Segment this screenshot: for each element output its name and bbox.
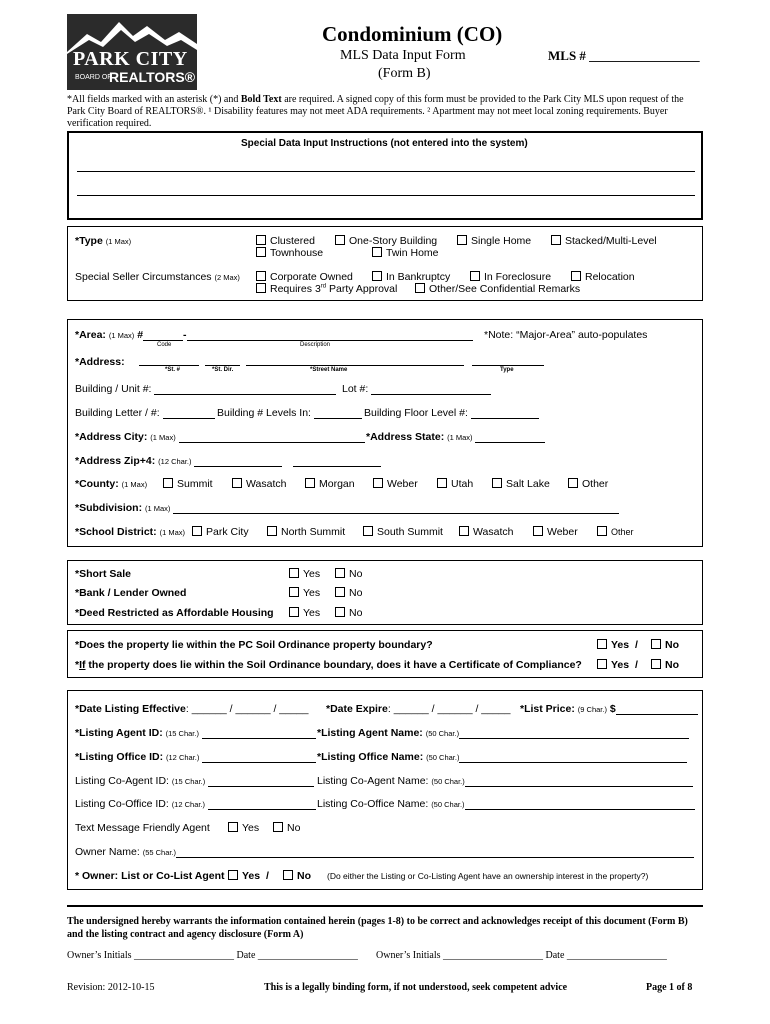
option-label: Single Home bbox=[471, 235, 532, 247]
checkbox[interactable] bbox=[363, 526, 373, 536]
notice-text-4: verification required. bbox=[67, 118, 152, 129]
floor-level-label: Building Floor Level #: bbox=[364, 407, 468, 419]
owner-initials-2[interactable]: Owner’s Initials ____________________ Date ____________________ bbox=[376, 950, 667, 961]
building-unit-field[interactable] bbox=[75, 383, 336, 395]
slash: / bbox=[634, 659, 638, 671]
st-dir-sublabel: *St. Dir. bbox=[212, 367, 234, 373]
input-line[interactable] bbox=[314, 408, 362, 419]
notice-bold: Bold Text bbox=[240, 94, 282, 105]
input-line[interactable] bbox=[371, 384, 491, 395]
checkbox[interactable] bbox=[256, 283, 266, 293]
option-label: Yes bbox=[611, 639, 630, 651]
footer-divider bbox=[67, 905, 703, 907]
agent-name-max: (50 Char.) bbox=[425, 729, 460, 738]
warranty-line-2: and the listing contract and agency disclosure (Form A) bbox=[67, 929, 304, 940]
soil-q1-no[interactable] bbox=[651, 639, 679, 651]
area-code-line[interactable] bbox=[143, 330, 183, 341]
option-label: Wasatch bbox=[473, 526, 514, 538]
agent-id-max: (15 Char.) bbox=[165, 729, 199, 738]
subdivision-label: *Subdivision: bbox=[75, 502, 143, 514]
checkbox[interactable] bbox=[289, 587, 299, 597]
ssc-option-corporate[interactable] bbox=[256, 271, 353, 283]
checkbox[interactable] bbox=[551, 235, 561, 245]
area-hash: # bbox=[137, 329, 144, 341]
notice-text-2: are required. A signed copy of this form must be provided to the Park City MLS upon request of the bbox=[284, 94, 684, 105]
lot-label: Lot #: bbox=[342, 383, 369, 395]
date-expire-label: *Date Expire bbox=[326, 703, 388, 715]
superscript: rd bbox=[320, 283, 327, 290]
option-label: No bbox=[349, 568, 363, 580]
date-expire-field[interactable] bbox=[326, 703, 511, 715]
input-line[interactable] bbox=[173, 503, 619, 514]
option-label: No bbox=[665, 659, 679, 671]
page-title: Condominium (CO) bbox=[322, 22, 503, 46]
checkbox[interactable] bbox=[273, 822, 283, 832]
bank-owned-label: *Bank / Lender Owned bbox=[75, 587, 187, 599]
checkbox[interactable] bbox=[373, 478, 383, 488]
checkbox[interactable] bbox=[335, 607, 345, 617]
checkbox[interactable] bbox=[267, 526, 277, 536]
checkbox[interactable] bbox=[305, 478, 315, 488]
input-line[interactable] bbox=[471, 408, 539, 419]
option-label: Weber bbox=[547, 526, 578, 538]
owner-question-note: (Do either the Listing or Co-Listing Agent have an ownership interest in the property?) bbox=[327, 871, 649, 881]
option-label: South Summit bbox=[377, 526, 443, 538]
checkbox[interactable] bbox=[470, 271, 480, 281]
cooffice-id-field[interactable] bbox=[75, 798, 316, 810]
text-friendly-yes[interactable] bbox=[228, 822, 259, 834]
text-friendly-label: Text Message Friendly Agent bbox=[75, 822, 210, 834]
question-text: the property does lie within the Soil Ordinance boundary, does it have a Certificate of Compliance? bbox=[85, 659, 582, 671]
option-label: Utah bbox=[451, 478, 474, 490]
type-label bbox=[75, 235, 131, 247]
list-price-max: (9 Char.) bbox=[577, 705, 607, 714]
option-label: Yes bbox=[611, 659, 630, 671]
option-label: No bbox=[665, 639, 679, 651]
checkbox[interactable] bbox=[289, 607, 299, 617]
checkbox[interactable] bbox=[597, 659, 607, 669]
logo-realtors-text: REALTORS® bbox=[109, 69, 196, 85]
mls-number-field[interactable]: MLS # _________________ bbox=[548, 48, 700, 63]
coagent-id-max: (15 Char.) bbox=[171, 777, 206, 786]
ssc-max: (2 Max) bbox=[214, 273, 240, 282]
area-field[interactable] bbox=[75, 329, 473, 341]
zip-line[interactable] bbox=[194, 456, 282, 467]
option-label: Yes bbox=[303, 568, 321, 580]
option-label: Townhouse bbox=[270, 247, 324, 259]
checkbox[interactable] bbox=[597, 526, 607, 536]
legal-notice: This is a legally binding form, if not understood, seek competent advice bbox=[264, 982, 568, 993]
zip-label: *Address Zip+4: bbox=[75, 455, 156, 467]
ssc-label-text: Special Seller Circumstances bbox=[75, 271, 212, 283]
agent-name-field[interactable] bbox=[317, 727, 689, 739]
checkbox[interactable] bbox=[289, 568, 299, 578]
checkbox[interactable] bbox=[651, 639, 661, 649]
special-instructions-box[interactable] bbox=[67, 131, 703, 220]
subdivision-field[interactable] bbox=[75, 502, 619, 514]
coagent-name-field[interactable] bbox=[317, 775, 693, 787]
required-notice bbox=[67, 94, 707, 130]
county-label bbox=[75, 478, 147, 490]
logo-main-text: PARK CITY bbox=[73, 48, 188, 70]
floor-level-field[interactable] bbox=[364, 407, 539, 419]
office-name-label: *Listing Office Name: bbox=[317, 751, 424, 763]
type-option-clustered[interactable] bbox=[256, 235, 315, 247]
option-label: Other/See Confidential Remarks bbox=[429, 283, 581, 295]
city-max: (1 Max) bbox=[150, 433, 176, 442]
school-option-weber[interactable] bbox=[533, 526, 578, 538]
input-line[interactable] bbox=[459, 728, 689, 739]
cooffice-id-max: (12 Char.) bbox=[171, 800, 206, 809]
school-option-wasatch[interactable] bbox=[459, 526, 513, 538]
checkbox[interactable] bbox=[192, 526, 202, 536]
list-price-field[interactable] bbox=[520, 703, 698, 715]
option-label: Yes bbox=[242, 870, 261, 882]
bank-owned-yes[interactable] bbox=[289, 587, 320, 599]
checkbox[interactable] bbox=[256, 271, 266, 281]
short-sale-yes[interactable] bbox=[289, 568, 320, 580]
county-option-morgan[interactable] bbox=[305, 478, 355, 490]
input-line[interactable] bbox=[176, 847, 694, 858]
area-dash: - bbox=[183, 329, 187, 341]
option-label: Salt Lake bbox=[506, 478, 550, 490]
option-label: Yes bbox=[303, 587, 321, 599]
date-effective-field[interactable] bbox=[75, 703, 309, 715]
option-label: Party Approval bbox=[326, 283, 398, 295]
cooffice-id-label: Listing Co-Office ID: bbox=[75, 798, 169, 810]
logo-board-text: BOARD OF bbox=[75, 74, 112, 81]
state-label: *Address State: bbox=[366, 431, 445, 443]
street-type-line[interactable] bbox=[472, 365, 544, 366]
ssc-option-bankruptcy[interactable] bbox=[372, 271, 450, 283]
county-option-wasatch[interactable] bbox=[232, 478, 286, 490]
option-label: One-Story Building bbox=[349, 235, 438, 247]
school-max: (1 Max) bbox=[159, 528, 186, 537]
option-label: Wasatch bbox=[246, 478, 287, 490]
option-label: North Summit bbox=[281, 526, 346, 538]
area-note: *Note: “Major-Area” auto-populates bbox=[484, 329, 648, 341]
type-label-text: *Type bbox=[75, 235, 103, 247]
checkbox[interactable] bbox=[597, 639, 607, 649]
input-line[interactable] bbox=[475, 432, 545, 443]
checkbox[interactable] bbox=[437, 478, 447, 488]
warranty-line-1: The undersigned hereby warrants the information contained herein (pages 1-8) to be correct and acknowledges receipt of this document (Form B) bbox=[67, 916, 688, 927]
address-label: *Address: bbox=[75, 356, 125, 368]
office-name-field[interactable] bbox=[317, 751, 687, 763]
address-city-field[interactable] bbox=[75, 431, 365, 443]
option-label: Requires 3 bbox=[270, 283, 321, 295]
school-option-park-city[interactable] bbox=[192, 526, 249, 538]
building-unit-label: Building / Unit #: bbox=[75, 383, 152, 395]
deed-restricted-yes[interactable] bbox=[289, 607, 320, 619]
option-label: Park City bbox=[206, 526, 249, 538]
date-blanks: : ______ / ______ / _____ bbox=[387, 703, 511, 715]
checkbox[interactable] bbox=[492, 478, 502, 488]
street-dir-line[interactable] bbox=[205, 365, 240, 366]
coagent-id-field[interactable] bbox=[75, 775, 314, 787]
type-option-townhouse[interactable] bbox=[256, 247, 323, 259]
type-max: (1 Max) bbox=[105, 237, 132, 246]
description-sublabel: Description bbox=[300, 342, 331, 348]
input-line[interactable] bbox=[208, 776, 314, 787]
short-sale-no[interactable] bbox=[335, 568, 362, 580]
input-line[interactable] bbox=[208, 799, 316, 810]
checkbox[interactable] bbox=[163, 478, 173, 488]
dollar-sign: $ bbox=[609, 703, 616, 715]
option-label: Corporate Owned bbox=[270, 271, 353, 283]
ssc-option-third-party[interactable] bbox=[256, 283, 397, 295]
option-label: No bbox=[349, 587, 363, 599]
option-label: Yes bbox=[242, 822, 260, 834]
coagent-id-label: Listing Co-Agent ID: bbox=[75, 775, 169, 787]
city-label: *Address City: bbox=[75, 431, 148, 443]
option-label: Clustered bbox=[270, 235, 315, 247]
office-id-field[interactable] bbox=[75, 751, 316, 763]
area-max: (1 Max) bbox=[108, 331, 135, 340]
form-subtitle: MLS Data Input Form bbox=[340, 48, 466, 63]
address-state-field[interactable] bbox=[366, 431, 545, 443]
soil-question-2 bbox=[75, 659, 582, 671]
checkbox[interactable] bbox=[533, 526, 543, 536]
instructions-line-1[interactable] bbox=[77, 171, 695, 172]
area-label: *Area: bbox=[75, 329, 106, 341]
county-option-weber[interactable] bbox=[373, 478, 418, 490]
lot-field[interactable] bbox=[342, 383, 491, 395]
soil-q1-yes[interactable] bbox=[597, 639, 638, 651]
county-option-other[interactable] bbox=[568, 478, 608, 490]
checkbox[interactable] bbox=[228, 822, 238, 832]
zip4-line[interactable] bbox=[293, 456, 381, 467]
ssc-label bbox=[75, 271, 240, 283]
checkbox[interactable] bbox=[372, 247, 382, 257]
st-type-sublabel: Type bbox=[500, 367, 514, 373]
checkbox[interactable] bbox=[256, 247, 266, 257]
coagent-name-label: Listing Co-Agent Name: bbox=[317, 775, 429, 787]
owner-name-max: (55 Char.) bbox=[142, 848, 177, 857]
checkbox[interactable] bbox=[232, 478, 242, 488]
option-label: Summit bbox=[177, 478, 213, 490]
input-line[interactable] bbox=[465, 799, 695, 810]
school-label-text: *School District: bbox=[75, 526, 157, 538]
building-levels-label: Building # Levels In: bbox=[217, 407, 311, 419]
revision-date: Revision: 2012-10-15 bbox=[67, 982, 155, 993]
short-sale-label: *Short Sale bbox=[75, 568, 132, 580]
cooffice-name-label: Listing Co-Office Name: bbox=[317, 798, 429, 810]
park-city-logo bbox=[67, 14, 197, 90]
option-label: Other bbox=[582, 478, 609, 490]
county-option-summit[interactable] bbox=[163, 478, 213, 490]
checkbox[interactable] bbox=[571, 271, 581, 281]
type-option-one-story[interactable] bbox=[335, 235, 437, 247]
warranty-text bbox=[67, 915, 707, 941]
option-label: No bbox=[287, 822, 301, 834]
option-label: Weber bbox=[387, 478, 418, 490]
school-label bbox=[75, 526, 185, 538]
asterisk: * bbox=[75, 659, 80, 671]
option-label: Relocation bbox=[585, 271, 635, 283]
option-label: Twin Home bbox=[386, 247, 439, 259]
option-label: Stacked/Multi-Level bbox=[565, 235, 657, 247]
input-line[interactable] bbox=[179, 432, 365, 443]
owner-question-label: * Owner: List or Co-List Agent bbox=[75, 870, 225, 882]
st-num-sublabel: *St. # bbox=[165, 367, 181, 373]
input-line[interactable] bbox=[202, 728, 316, 739]
agent-id-field[interactable] bbox=[75, 727, 316, 739]
owner-name-field[interactable] bbox=[75, 846, 694, 858]
ssc-option-relocation[interactable] bbox=[571, 271, 635, 283]
zip-field[interactable] bbox=[75, 455, 381, 467]
office-id-max: (12 Char.) bbox=[166, 753, 200, 762]
option-label: Yes bbox=[303, 607, 321, 619]
agent-id-label: *Listing Agent ID: bbox=[75, 727, 163, 739]
st-name-sublabel: *Street Name bbox=[310, 367, 348, 373]
if-text: If bbox=[79, 659, 86, 671]
checkbox[interactable] bbox=[335, 587, 345, 597]
deed-restricted-no[interactable] bbox=[335, 607, 362, 619]
input-line[interactable] bbox=[154, 384, 336, 395]
school-option-south-summit[interactable] bbox=[363, 526, 443, 538]
checkbox[interactable] bbox=[335, 568, 345, 578]
office-id-label: *Listing Office ID: bbox=[75, 751, 164, 763]
type-option-twin-home[interactable] bbox=[372, 247, 439, 259]
type-option-single-home[interactable] bbox=[457, 235, 531, 247]
building-levels-field[interactable] bbox=[217, 407, 362, 419]
type-option-stacked[interactable] bbox=[551, 235, 657, 247]
input-line[interactable] bbox=[459, 752, 687, 763]
coagent-name-max: (50 Char.) bbox=[431, 777, 465, 786]
checkbox[interactable] bbox=[256, 235, 266, 245]
school-option-north-summit[interactable] bbox=[267, 526, 345, 538]
owner-question-no[interactable] bbox=[283, 870, 311, 882]
deed-restricted-label: *Deed Restricted as Affordable Housing bbox=[75, 607, 274, 619]
agent-name-label: *Listing Agent Name: bbox=[317, 727, 423, 739]
county-label-text: *County: bbox=[75, 478, 119, 490]
option-label: In Foreclosure bbox=[484, 271, 552, 283]
list-price-label: *List Price: bbox=[520, 703, 575, 715]
street-number-line[interactable] bbox=[139, 365, 199, 366]
form-label: (Form B) bbox=[378, 66, 431, 81]
option-label: No bbox=[297, 870, 311, 882]
county-option-utah[interactable] bbox=[437, 478, 473, 490]
notice-text-3: Park City Board of REALTORS®. ¹ Disability features may not meet ADA requirements. ² Apartment may not meet local zoning requirements. Buyer bbox=[67, 106, 668, 117]
zip-max: (12 Char.) bbox=[158, 457, 192, 466]
ssc-option-foreclosure[interactable] bbox=[470, 271, 551, 283]
checkbox[interactable] bbox=[372, 271, 382, 281]
checkbox[interactable] bbox=[283, 870, 293, 880]
cooffice-name-field[interactable] bbox=[317, 798, 695, 810]
option-label: In Bankruptcy bbox=[386, 271, 451, 283]
owner-initials-1[interactable]: Owner’s Initials ____________________ Date ____________________ bbox=[67, 950, 358, 961]
checkbox[interactable] bbox=[568, 478, 578, 488]
option-label: Other bbox=[611, 527, 634, 537]
bank-owned-no[interactable] bbox=[335, 587, 362, 599]
building-letter-field[interactable] bbox=[75, 407, 215, 419]
subdivision-max: (1 Max) bbox=[145, 504, 171, 513]
date-effective-label: *Date Listing Effective bbox=[75, 703, 186, 715]
ssc-option-other[interactable] bbox=[415, 283, 580, 295]
instructions-title: Special Data Input Instructions (not entered into the system) bbox=[241, 138, 528, 149]
state-max: (1 Max) bbox=[447, 433, 473, 442]
checkbox[interactable] bbox=[457, 235, 467, 245]
checkbox[interactable] bbox=[228, 870, 238, 880]
owner-question-yes[interactable] bbox=[228, 870, 269, 882]
checkbox[interactable] bbox=[415, 283, 425, 293]
notice-text-1: *All fields marked with an asterisk (*) and bbox=[67, 94, 239, 105]
instructions-line-2[interactable] bbox=[77, 195, 695, 196]
area-description-line[interactable] bbox=[187, 330, 473, 341]
checkbox[interactable] bbox=[335, 235, 345, 245]
slash: / bbox=[634, 639, 638, 651]
county-option-salt-lake[interactable] bbox=[492, 478, 550, 490]
date-blanks: : ______ / ______ / _____ bbox=[185, 703, 309, 715]
soil-q2-no[interactable] bbox=[651, 659, 679, 671]
page-number: Page 1 of 8 bbox=[646, 982, 693, 993]
input-line[interactable] bbox=[616, 704, 698, 715]
owner-name-label: Owner Name: bbox=[75, 846, 140, 858]
input-line[interactable] bbox=[163, 408, 215, 419]
listing-section bbox=[67, 690, 703, 890]
checkbox[interactable] bbox=[459, 526, 469, 536]
soil-q2-yes[interactable] bbox=[597, 659, 638, 671]
checkbox[interactable] bbox=[651, 659, 661, 669]
input-line[interactable] bbox=[202, 752, 316, 763]
building-letter-label: Building Letter / #: bbox=[75, 407, 160, 419]
street-name-line[interactable] bbox=[246, 365, 464, 366]
soil-question-1: *Does the property lie within the PC Soil Ordinance property boundary? bbox=[75, 639, 433, 651]
option-label: No bbox=[349, 607, 363, 619]
cooffice-name-max: (50 Char.) bbox=[431, 800, 465, 809]
input-line[interactable] bbox=[465, 776, 693, 787]
county-max: (1 Max) bbox=[121, 480, 148, 489]
office-name-max: (50 Char.) bbox=[426, 753, 460, 762]
slash: / bbox=[265, 870, 269, 882]
school-option-other[interactable] bbox=[597, 526, 634, 538]
option-label: Morgan bbox=[319, 478, 355, 490]
code-sublabel: Code bbox=[157, 342, 172, 348]
text-friendly-no[interactable] bbox=[273, 822, 300, 834]
